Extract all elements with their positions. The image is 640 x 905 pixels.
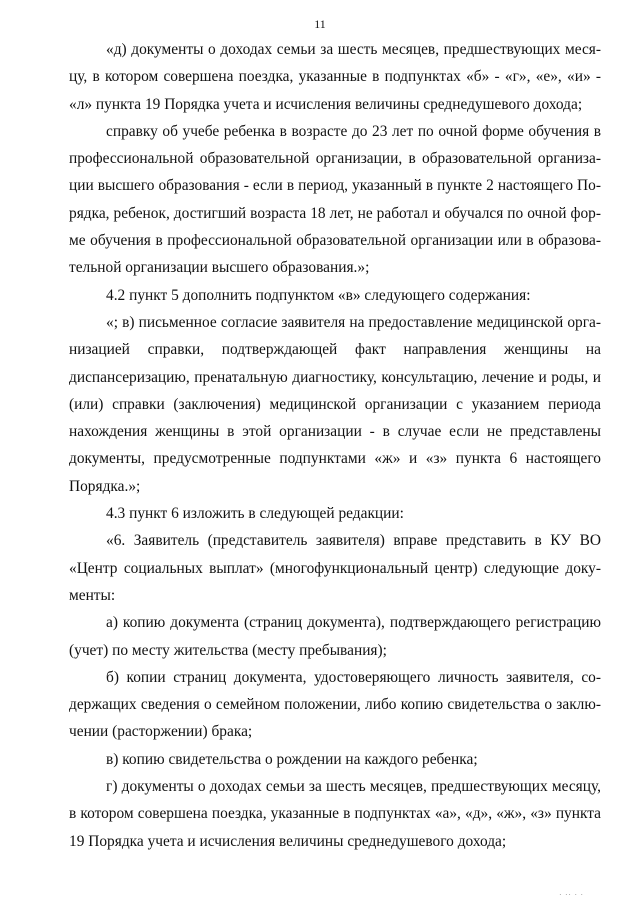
paragraph-point-6: «6. Заявитель (представитель заявителя) вправе представить в КУ ВО «Центр социальных выплат» (многофункциональный центр) следующие документы: xyxy=(69,532,601,604)
paragraph-subpoint-d: «д) документы о доходах семьи за шесть месяцев, предшествующих месяцу, в котором совершена поездка, указанные в подпунктах «б» - «г», «е», «и» - «л» пункта 19 Порядка учета и исчисления величины среднедушевого дохода; xyxy=(69,41,601,113)
paragraph-subpoint-b: б) копии страниц документа, удостоверяющего личность заявителя, содержащих сведения о семейном положении, либо копию свидетельства о заключении (расторжении) брака; xyxy=(69,668,601,741)
body-text xyxy=(69,36,601,855)
paragraph-subpoint-a: а) копию документа (страниц документа), подтверждающего регистрацию (учет) по месту жительства (месту пребывания); xyxy=(69,614,601,659)
page-number: 11 xyxy=(314,17,326,31)
paragraph-amendment-4-3: 4.3 пункт 6 изложить в следующей редакции: xyxy=(106,505,404,523)
paragraph-subpoint-v-consent: «; в) письменное согласие заявителя на предоставление медицинской организацией справки, подтверждающей факт направления женщины на диспансеризацию, пренатальную диагностику, консультацию, лечение и роды, и (или) справки (заключения) медицинской организации с указанием периода нахождения женщины в этой организации - в случае если не представлены документы, предусмотренные подпунктами «ж» и «з» пункта 6 настоящего Порядка.»; xyxy=(69,313,601,495)
paragraph-amendment-4-2: 4.2 пункт 5 дополнить подпунктом «в» следующего содержания: xyxy=(106,286,531,304)
paragraph-subpoint-g: г) документы о доходах семьи за шесть месяцев, предшествующих месяцу, в котором совершена поездка, указанные в подпунктах «а», «д», «ж», «з» пункта 19 Порядка учета и исчисления величины среднедушевого дохода; xyxy=(69,778,601,850)
paragraph-study-certificate: справку об учебе ребенка в возрасте до 23 лет по очной форме обучения в профессиональной образовательной организации, в образовательной организации высшего образования - если в период, указанный в пункте 2 настоящего Порядка, ребенок, достигший возраста 18 лет, не работал и обучался по очной форме обучения в профессиональной образовательной организации или в образовательной организации высшего образования.»; xyxy=(69,122,601,277)
paragraph-subpoint-v: в) копию свидетельства о рождении на каждого ребенка; xyxy=(106,750,478,768)
scan-artifact-mark: · ·· · · xyxy=(559,891,584,899)
